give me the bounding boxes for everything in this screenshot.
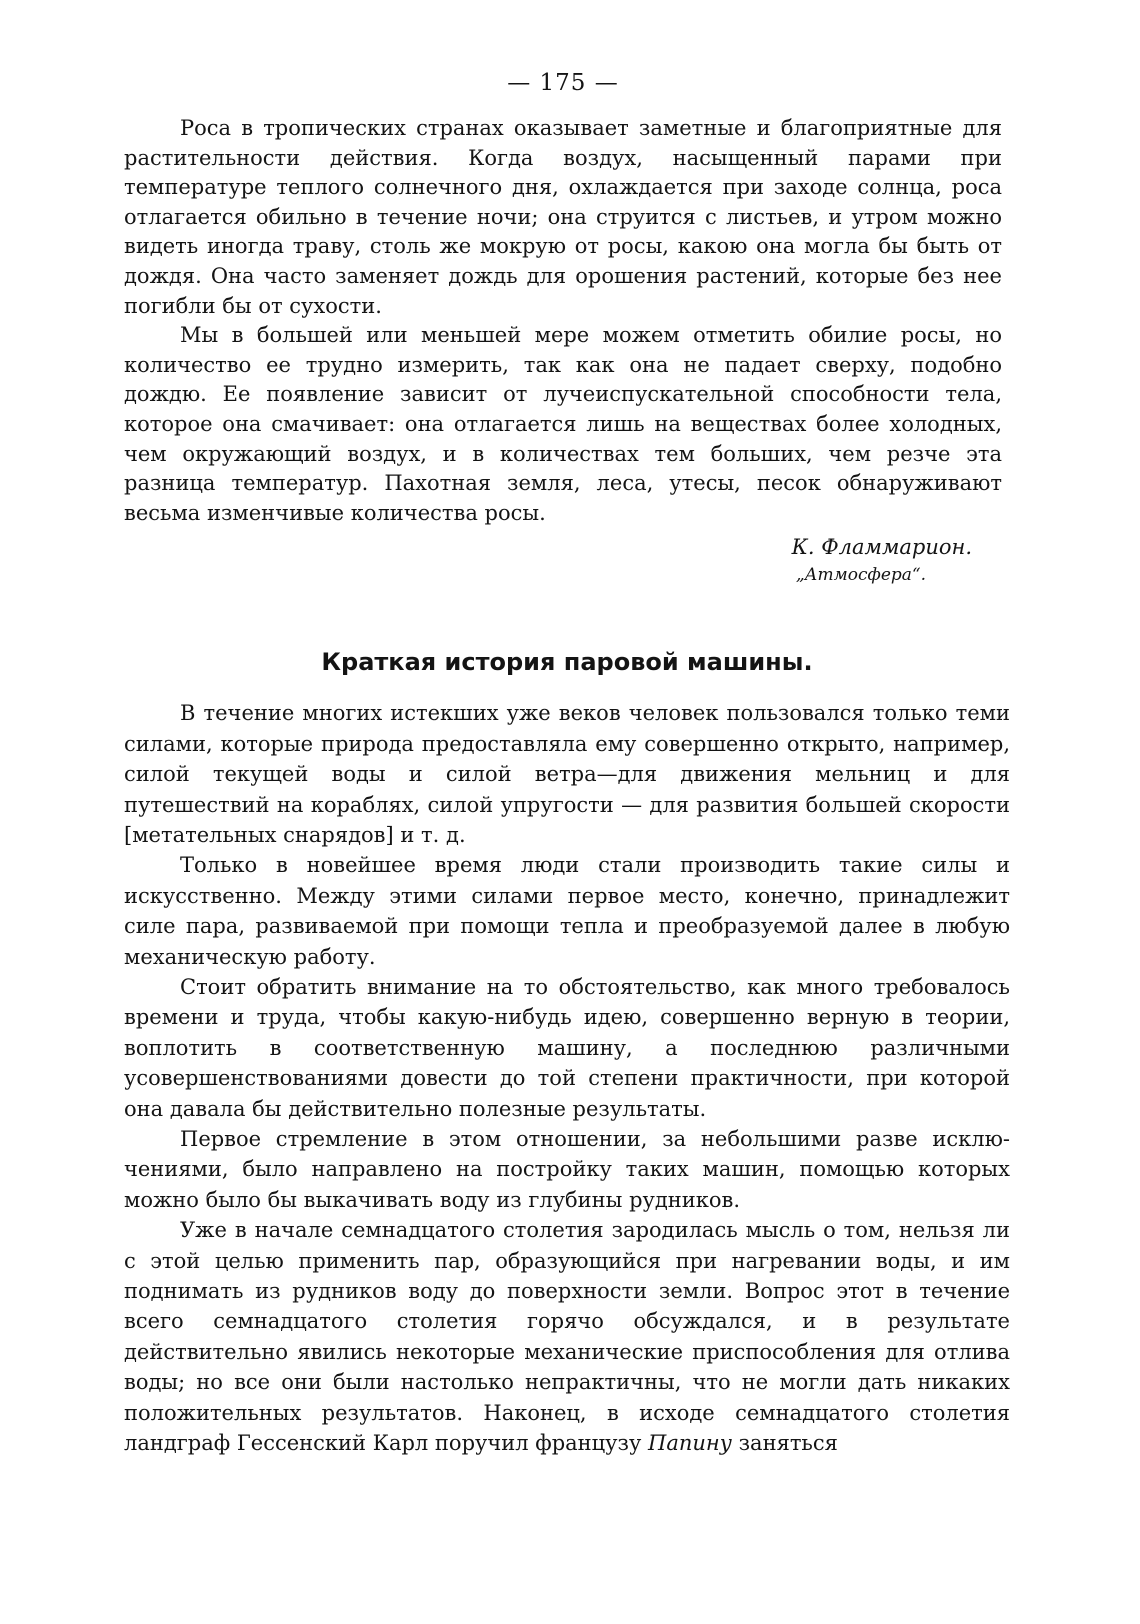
attribution (124, 532, 1002, 588)
steam-paragraph-1: В течение многих истекших уже веков человек пользовался только теми силами, которые природа предоставляла ему совершенно открыто, например, силой текущей воды и силой ветра—для движения мельниц и для путешествий на кораблях, силой упругости — для развития большей скорости [метательных снарядов] и т. д. (124, 701, 1010, 847)
steam-paragraph-2: Только в новейшее время люди стали производить такие силы и искусственно. Между этими силами первое место, конечно, принадлежит силе пара, развиваемой при помощи тепла и преобразуемой далее в любую механическую работу. (124, 853, 1010, 969)
dew-section (124, 114, 1002, 588)
steam-paragraph-3: Стоит обратить внимание на то обстоятельство, как много требовалось времени и труда, чтобы какую-нибудь идею, совершенно верную в теории, воплотить в соответственную машину, а последнюю различными усовершенствованиями довести до той степени практичности, при которой она давала бы действительно полезные результаты. (124, 974, 1010, 1121)
book-page (124, 70, 1010, 1458)
dew-paragraph-1: Роса в тропических странах оказывает заметные и благоприятные для растительности действия. Когда воздух, насыщенный парами при температуре теплого солнечного дня, охлаждается при заходе солнца, роса отлагается обильно в течение ночи; она струится с листьев, и утром можно видеть иногда траву, столь же мокрую от росы, какою она могла бы быть от дождя. Она часто заменяет дождь для орошения растений, которые без нее погибли бы от сухости. (124, 116, 1002, 318)
attribution-author: К. Фламмарион. (791, 535, 972, 560)
dew-paragraph-2: Мы в большей или меньшей мере можем отметить обилие росы, но количество ее трудно измерить, так как она не падает сверху, подобно дождю. Ее появление зависит от лучеиспускательной способности тела, которое она смачивает: она отлагается лишь на веществах более холодных, чем окружающий воздух, и в количествах тем больших, чем резче эта разница температур. Пахотная земля, леса, утесы, песок обнаруживают весьма изменчивые количества росы. (124, 323, 1002, 525)
attribution-source: „Атмосфера“. (795, 565, 926, 586)
steam-engine-section (124, 648, 1010, 1458)
papin-name: Папину (648, 1431, 732, 1456)
page-number: — 175 — (507, 70, 619, 96)
steam-paragraph-5-text: Уже в начале семнадцатого столетия зародилась мысль о том, нельзя ли с этой целью применить пар, образующийся при нагревании воды, и им поднимать из рудников воду до поверхности земли. Вопрос этот в течение всего семнадцатого столетия горячо обсуждался, и в результате действительно явились некоторые механические приспособления для отлива воды; но все они были настолько непрактичны, что не могли дать никаких положительных результатов. Наконец, в исходе семнадцатого столетия ландграф Гессенский Карл поручил французу (124, 1218, 1010, 1456)
steam-paragraph-5 (124, 1215, 1010, 1458)
steam-paragraph-4: Первое стремление в этом отношении, за небольшими разве исключениями, было направлено на постройку таких машин, помощью которых можно было бы выкачивать воду из глубины рудников. (124, 1127, 1010, 1212)
section-title: Краткая история паровой машины. (321, 648, 813, 677)
steam-paragraph-5-tail: заняться (731, 1431, 838, 1456)
